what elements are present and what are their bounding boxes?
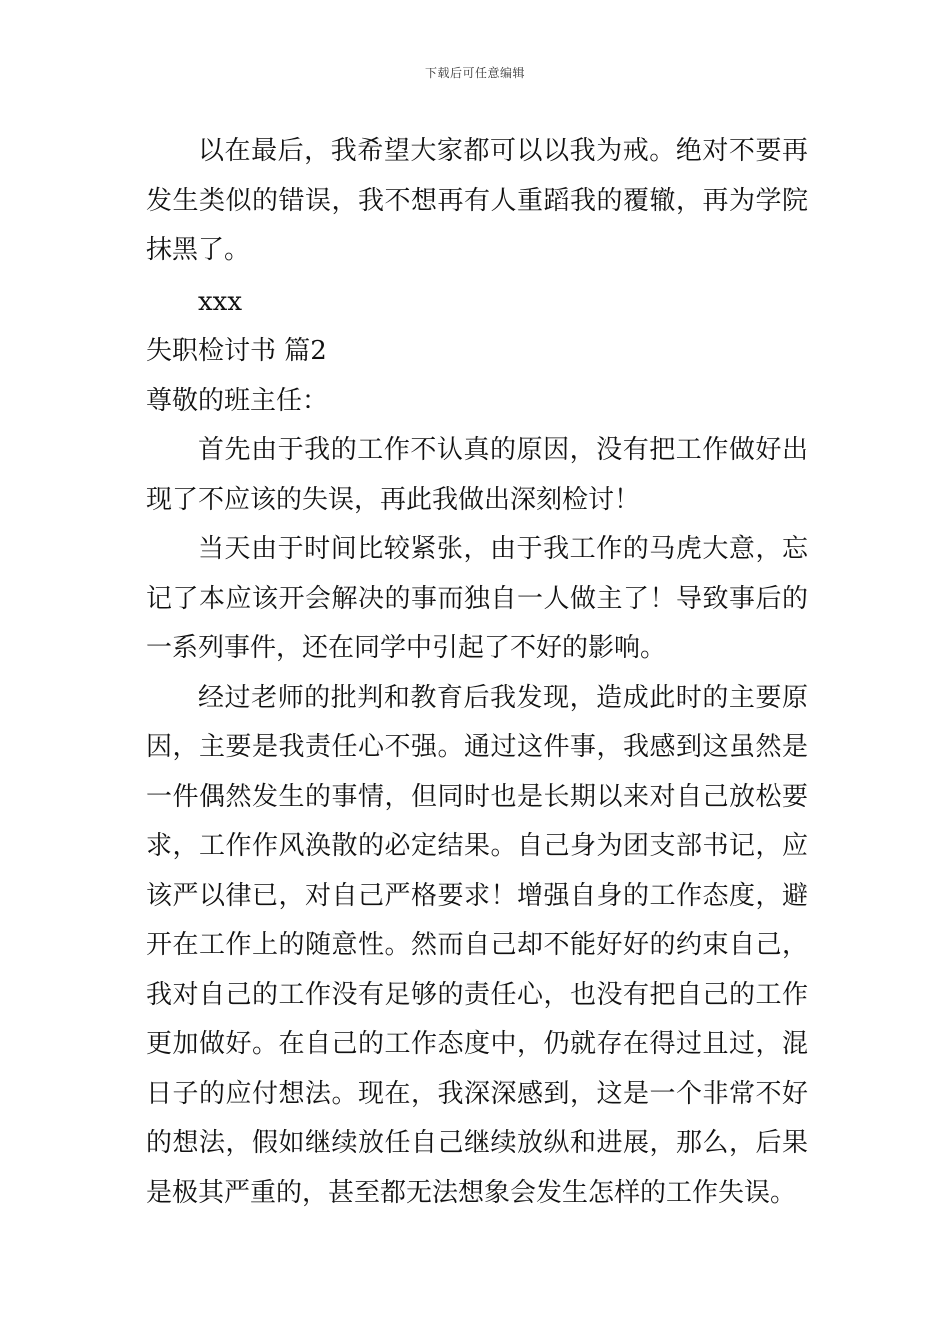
paragraph-incident: 当天由于时间比较紧张，由于我工作的马虎大意，忘记了本应该开会解决的事而独自一人做主了！导致事后的一系列事件，还在同学中引起了不好的影响。 — [146, 534, 808, 663]
paragraph-intro: 首先由于我的工作不认真的原因，没有把工作做好出现了不应该的失误，再此我做出深刻检讨！ — [146, 435, 808, 515]
paragraph-closing: 以在最后，我希望大家都可以以我为戒。绝对不要再发生类似的错误，我不想再有人重蹈我的覆辙，再为学院抹黑了。 — [146, 136, 808, 265]
salutation: 尊敬的班主任： — [146, 385, 329, 416]
page-header-note: 下载后可任意编辑 — [424, 66, 525, 80]
signature-placeholder: xxx — [198, 286, 242, 317]
paragraph-reflection: 经过老师的批判和教育后我发现，造成此时的主要原因，主要是我责任心不强。通过这件事，我感到这虽然是一件偶然发生的事情，但同时也是长期以来对自己放松要求，工作作风涣散的必定结果。自己身为团支部书记，应该严以律已，对自己严格要求！增强自身的工作态度，避开在工作上的随意性。然而自己却不能好好的约束自己，我对自己的工作没有足够的责任心，也没有把自己的工作更加做好。在自己的工作态度中，仍就存在得过且过，混日子的应付想法。现在，我深深感到，这是一个非常不好的想法，假如继续放任自己继续放纵和进展，那么，后果是极其严重的，甚至都无法想象会发生怎样的工作失误。 — [146, 682, 808, 1208]
section-title: 失职检讨书 篇2 — [146, 336, 327, 366]
document-body — [146, 127, 808, 1218]
